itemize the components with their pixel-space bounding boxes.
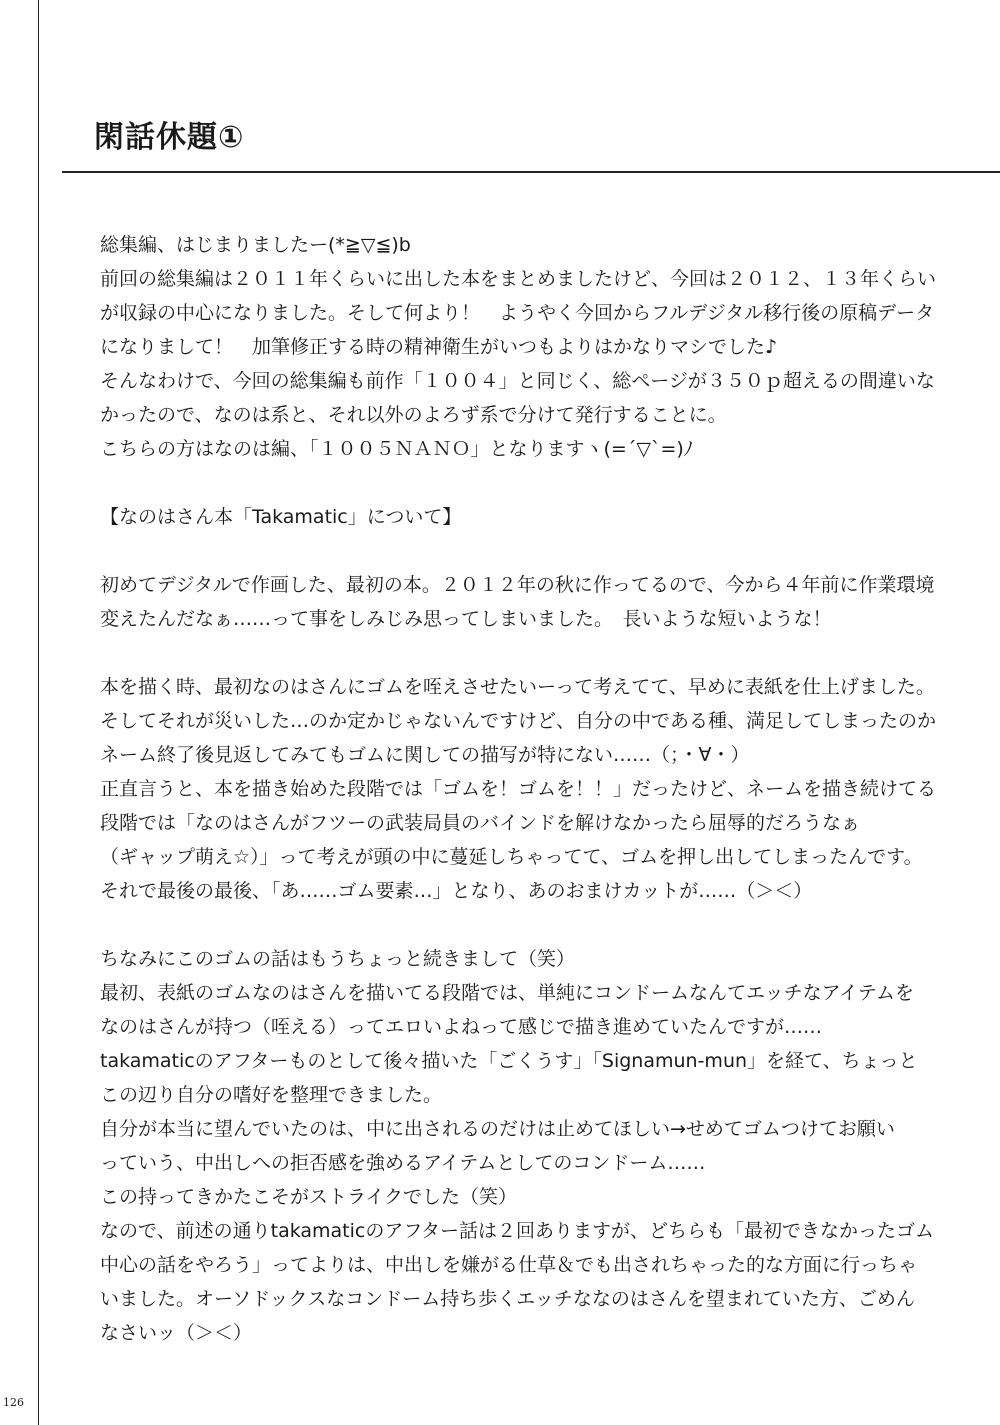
text-line: 前回の総集編は２０１１年くらいに出した本をまとめましたけど、今回は２０１２、１３年くらい [100, 268, 937, 290]
text-line: なので、前述の通りtakamaticのアフター話は２回ありますが、どちらも「最初できなかったゴム [100, 1220, 935, 1242]
text-line: （ギャップ萌え☆）」って考えが頭の中に蔓延しちゃってて、ゴムを押し出してしまったんです。 [100, 846, 923, 868]
text-line: takamaticのアフターものとして後々描いた「ごくうす」「Signamun-mun」を経て、ちょっと [100, 1050, 918, 1072]
text-line: 本を描く時、最初なのはさんにゴムを咥えさせたいーって考えてて、早めに表紙を仕上げました。 [100, 676, 935, 698]
text-line: 段階では「なのはさんがフツーの武装局員のバインドを解けなかったら屈辱的だろうなぁ [100, 812, 861, 834]
left-margin-line [38, 0, 39, 1425]
blank-line [100, 908, 980, 942]
text-line: っていう、中出しへの拒否感を強めるアイテムとしてのコンドーム…… [100, 1152, 706, 1174]
body-text [100, 228, 980, 1350]
text-line: 正直言うと、本を描き始めた段階では「ゴムを！ゴムを！！」だったけど、ネームを描き続けてる [100, 778, 937, 800]
text-line: なさいッ（＞＜） [100, 1322, 253, 1344]
text-line: なのはさんが持つ（咥える）ってエロいよねって感じで描き進めていたんですが…… [100, 1016, 823, 1038]
text-line: 初めてデジタルで作画した、最初の本。２０１２年の秋に作ってるので、今から４年前に作業環境 [100, 574, 935, 596]
page-number: 126 [3, 1396, 24, 1409]
text-line: この辺り自分の嗜好を整理できました。 [100, 1084, 443, 1106]
text-line: そんなわけで、今回の総集編も前作「１００４」と同じく、総ページが３５０ｐ超えるの間違いな [100, 370, 935, 392]
text-line: かったので、なのは系と、それ以外のよろず系で分けて発行することに。 [100, 404, 727, 426]
blank-line [100, 636, 980, 670]
text-line: そしてそれが災いした…のか定かじゃないんですけど、自分の中である種、満足してしまったのか [100, 710, 937, 732]
text-line: 自分が本当に望んでいたのは、中に出されるのだけは止めてほしい→せめてゴムつけてお願い [100, 1118, 895, 1140]
text-line: 【なのはさん本「Takamatic」について】 [100, 506, 462, 528]
text-line: 総集編、はじまりましたー(*≧▽≦)b [100, 234, 411, 256]
page-title: 閑話休題① [94, 120, 245, 155]
text-line: いました。オーソドックスなコンドーム持ち歩くエッチななのはさんを望まれていた方、ごめん [100, 1288, 915, 1310]
text-line: 変えたんだなぁ……って事をしみじみ思ってしまいました。 長いような短いような！ [100, 608, 832, 630]
text-line: こちらの方はなのは編、「１００５ＮＡＮＯ」となりますヽ(=´▽`=)ﾉ [100, 438, 694, 460]
text-line: 最初、表紙のゴムなのはさんを描いてる段階では、単純にコンドームなんてエッチなアイテムを [100, 982, 914, 1004]
text-line: 中心の話をやろう」ってよりは、中出しを嫌がる仕草＆でも出されちゃった的な方面に行っちゃ [100, 1254, 918, 1276]
title-rule [62, 171, 1000, 173]
text-line: ネーム終了後見返してみてもゴムに関しての描写が特にない……（；・∀・） [100, 744, 750, 766]
text-line: この持ってきかたこそがストライクでした（笑） [100, 1186, 518, 1208]
text-line: ちなみにこのゴムの話はもうちょっと続きまして（笑） [100, 948, 576, 970]
text-line: になりまして！ 加筆修正する時の精神衛生がいつもよりはかなりマシでした♪ [100, 336, 778, 358]
text-line: それで最後の最後、「あ……ゴム要素…」となり、あのおまけカットが……（＞＜） [100, 880, 813, 902]
blank-line [100, 534, 980, 568]
text-line: が収録の中心になりました。そして何より！ ようやく今回からフルデジタル移行後の原稿データ [100, 302, 935, 324]
blank-line [100, 466, 980, 500]
